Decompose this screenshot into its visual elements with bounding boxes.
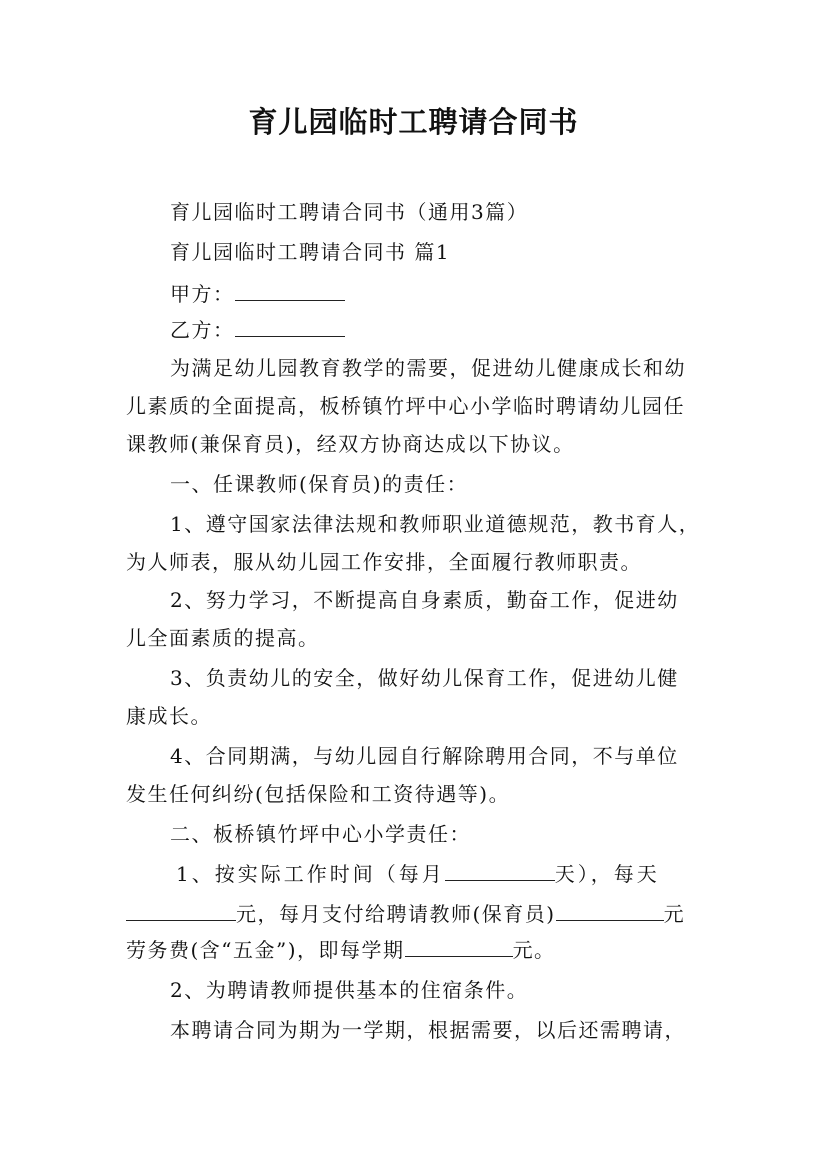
party-b-line <box>170 316 750 344</box>
party-a-label: 甲方： <box>170 282 235 306</box>
s2-item2: 2、为聘请教师提供基本的住宿条件。 <box>170 978 529 1002</box>
item2-line-2: 儿全面素质的提高。 <box>126 626 320 650</box>
section2-heading: 二、板桥镇竹坪中心小学责任： <box>170 822 471 846</box>
intro-line-1: 为满足幼儿园教育教学的需要，促进幼儿健康成长和幼 <box>170 356 686 380</box>
part-heading: 育儿园临时工聘请合同书 篇1 <box>170 240 451 264</box>
intro-line-2: 儿素质的全面提高，板桥镇竹坪中心小学临时聘请幼儿园任 <box>126 394 685 418</box>
semester-pay-blank <box>405 936 513 957</box>
s2-item1-text-f: 元。 <box>512 938 556 962</box>
monthly-pay-blank <box>556 900 664 921</box>
daily-wage-blank <box>126 900 236 921</box>
document-subtitle: 育儿园临时工聘请合同书（通用3篇） <box>170 200 529 224</box>
s2-item1-text-d: 元 <box>663 902 686 926</box>
s2-item1-line-3 <box>126 936 706 964</box>
party-a-blank <box>235 280 345 301</box>
party-b-blank <box>235 316 345 337</box>
s2-item1-line-2 <box>126 900 706 928</box>
item1-line-2: 为人师表，服从幼儿园工作安排，全面履行教师职责。 <box>126 550 642 574</box>
item4-line-1: 4、合同期满，与幼儿园自行解除聘用合同，不与单位 <box>170 744 679 768</box>
document-title: 育儿园临时工聘请合同书 <box>248 105 579 139</box>
party-b-label: 乙方： <box>170 318 235 342</box>
s2-item1-text-a: 1、按实际工作时间（每月 <box>176 862 445 886</box>
party-a-line <box>170 280 750 308</box>
closing-line: 本聘请合同为期为一学期，根据需要，以后还需聘请， <box>170 1018 686 1042</box>
item1-line-1: 1、遵守国家法律法规和教师职业道德规范，教书育人， <box>170 512 701 536</box>
item4-line-2: 发生任何纠纷(包括保险和工资待遇等)。 <box>126 782 511 806</box>
section1-heading: 一、任课教师(保育员)的责任： <box>170 472 469 496</box>
intro-line-3: 课教师(兼保育员)，经双方协商达成以下协议。 <box>126 432 575 456</box>
s2-item1-text-c: 元，每月支付给聘请教师(保育员) <box>236 902 556 926</box>
item2-line-1: 2、努力学习，不断提高自身素质，勤奋工作，促进幼 <box>170 588 679 612</box>
s2-item1-line-1 <box>176 860 756 888</box>
days-blank <box>445 860 555 881</box>
s2-item1-text-e: 劳务费(含“五金”)，即每学期 <box>126 938 405 962</box>
item3-line-1: 3、负责幼儿的安全，做好幼儿保育工作，促进幼儿健 <box>170 666 679 690</box>
s2-item1-text-b: 天），每天 <box>554 862 660 886</box>
item3-line-2: 康成长。 <box>126 704 212 728</box>
